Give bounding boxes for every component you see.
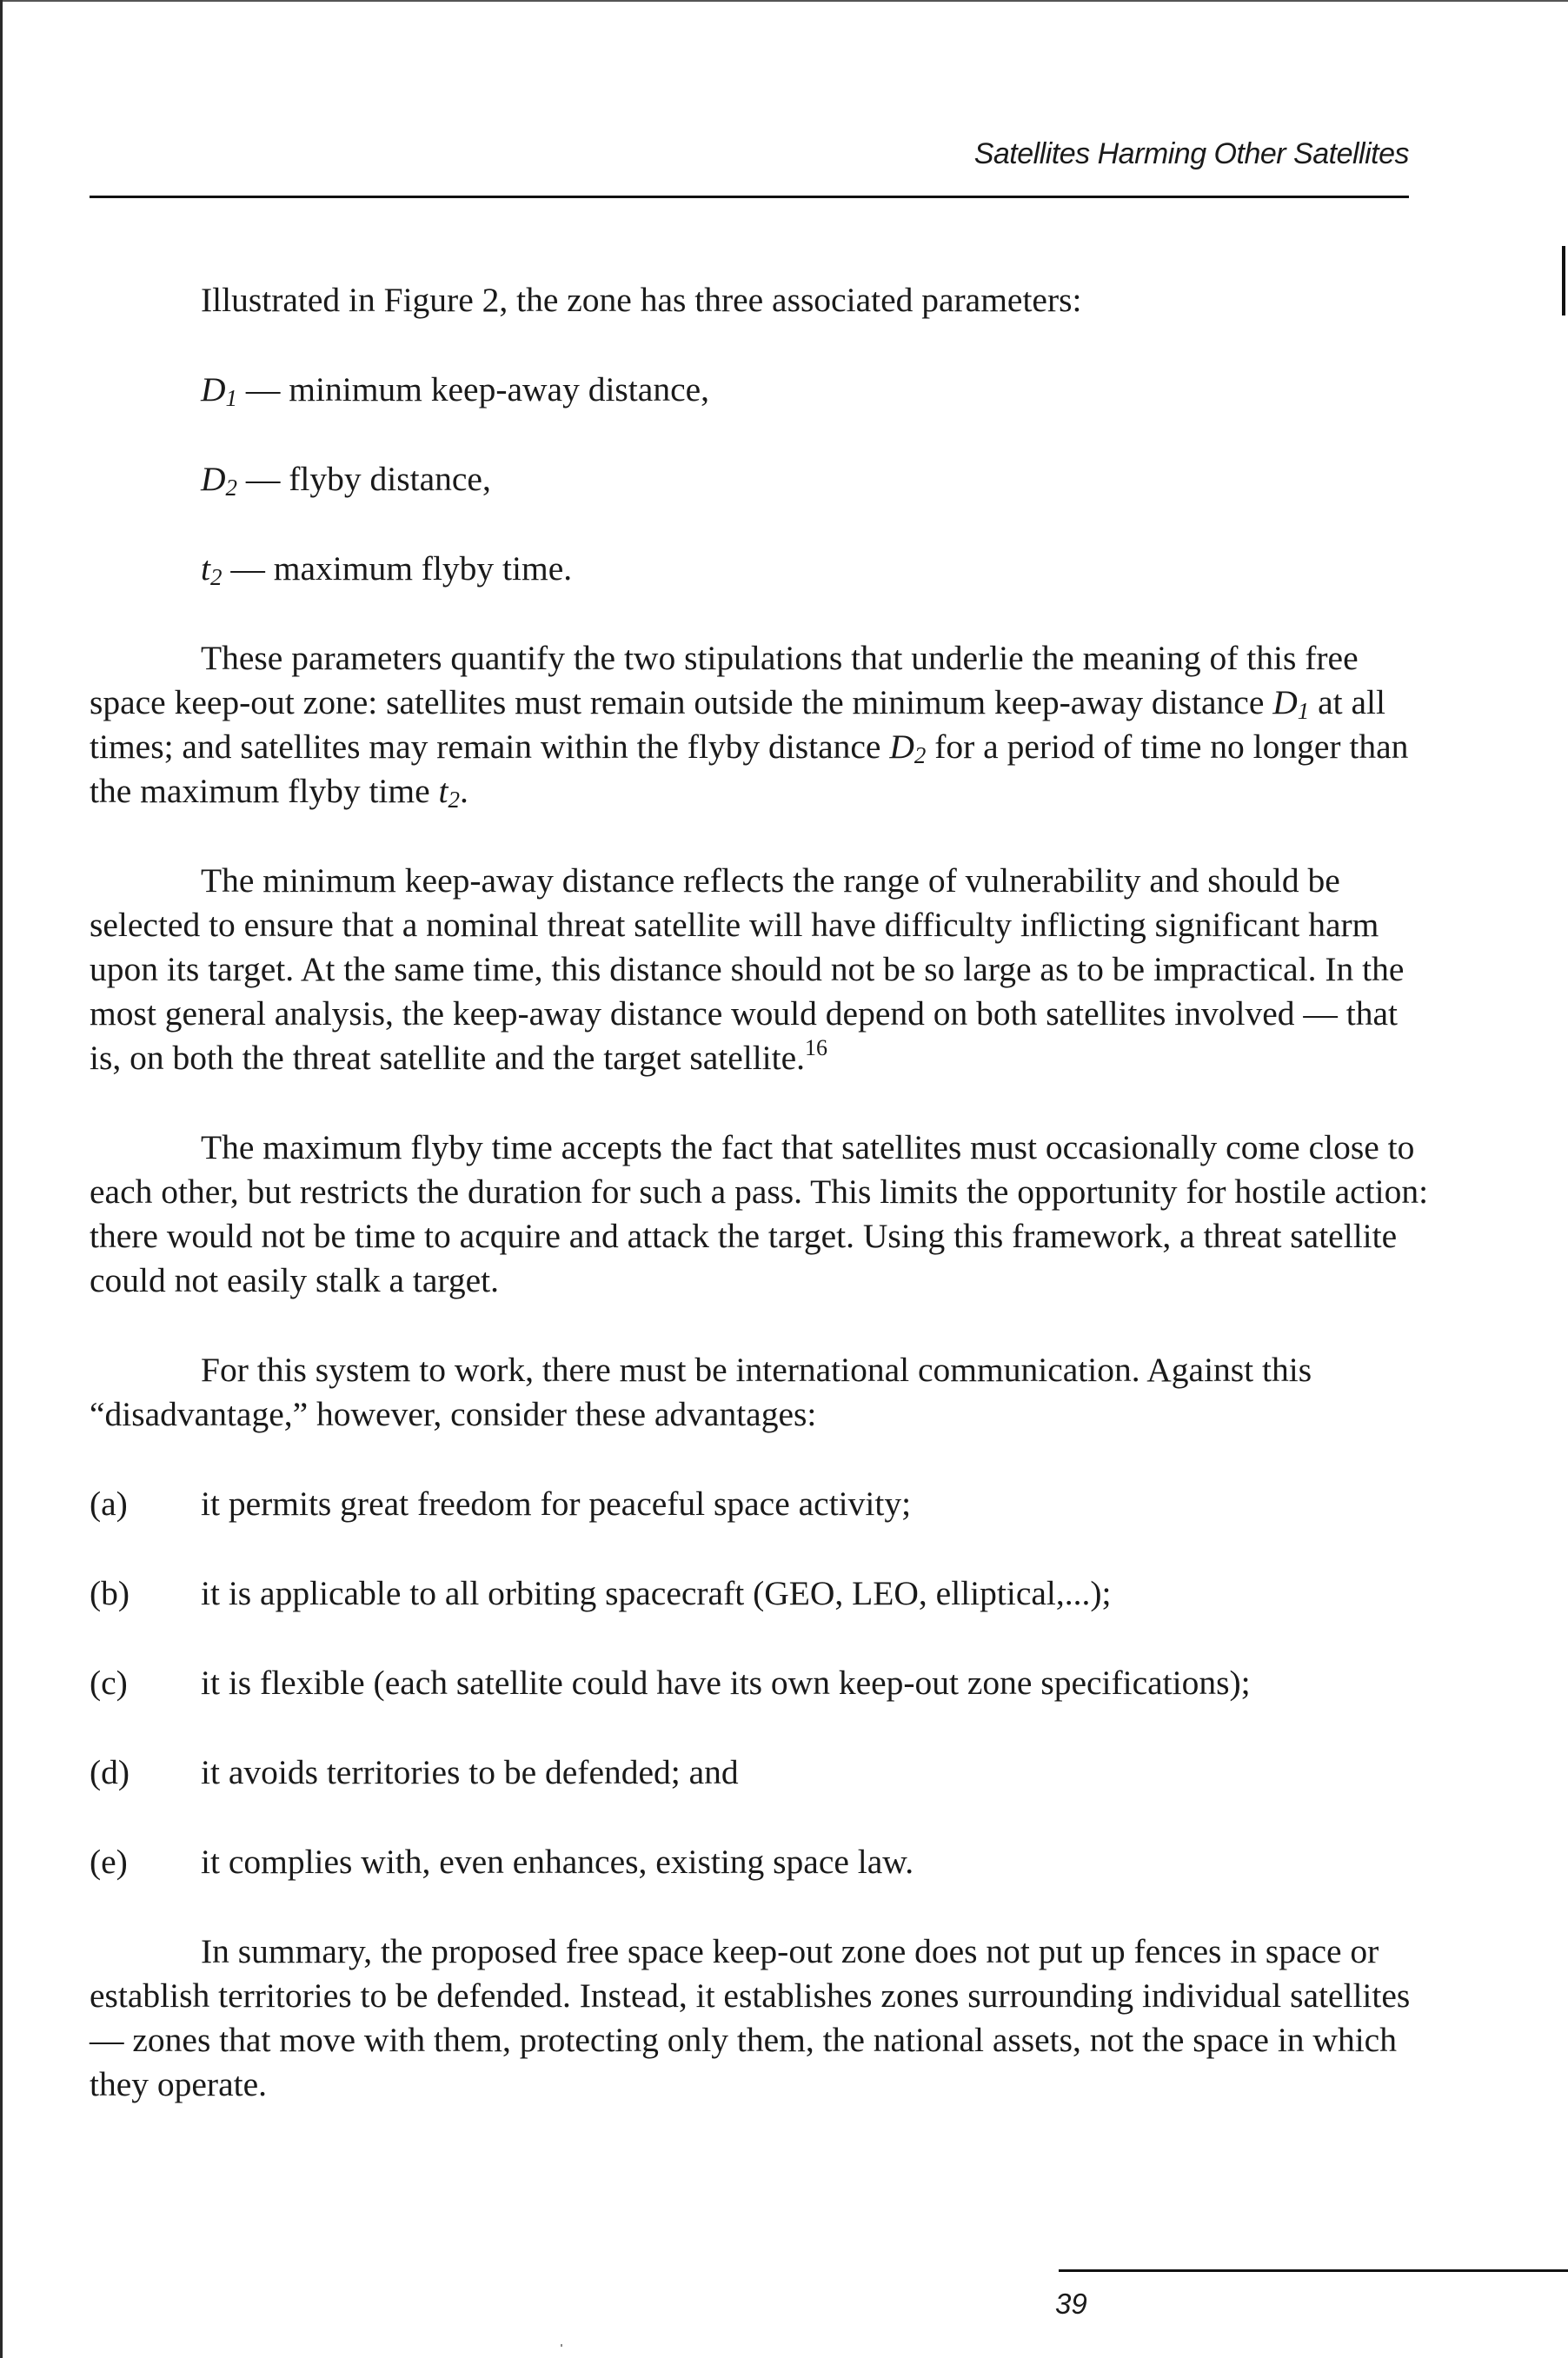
parameter-description: — flyby distance, — [237, 460, 491, 498]
list-label: (c) — [90, 1664, 128, 1702]
list-label: (b) — [90, 1574, 130, 1612]
parameter-d1 — [90, 368, 1437, 412]
intro-paragraph: Illustrated in Figure 2, the zone has three associated parameters: — [201, 281, 1082, 319]
footnote-ref: 16 — [805, 1035, 828, 1060]
list-text: it complies with, even enhances, existing space law. — [201, 1843, 914, 1881]
keep-away-paragraph: The minimum keep-away distance reflects the range of vulnerability and should be selected to ensure that a nominal threat satellite will have difficulty inflicting significant harm upon its target. At the same time, this distance should not be so large as to be impractical. In the most general analysis, the keep-away distance would depend on both satellites involved — that is, on both the threat satellite and the target satellite.$^{16}$ — [90, 861, 1405, 1077]
running-head: Satellites Harming Other Satellites — [973, 137, 1409, 170]
scan-left-edge — [0, 0, 3, 2358]
advantage-item-e — [90, 1840, 1437, 1884]
page-number: 39 — [1055, 2288, 1087, 2320]
list-text: it permits great freedom for peaceful space activity; — [201, 1485, 912, 1523]
summary-paragraph: In summary, the proposed free space keep-out zone does not put up fences in space or establish territories to be defended. Instead, it establishes zones surrounding individual satellites — zones that move with them, protecting only them, the national assets, not the space in which they operate. — [90, 1932, 1411, 2103]
parameter-symbol: $D_2$ — [201, 460, 238, 501]
page-header — [90, 130, 1409, 198]
parameter-description: — maximum flyby time. — [222, 549, 573, 588]
page-body — [90, 278, 1437, 2152]
advantage-item-b — [90, 1571, 1437, 1616]
list-text: it avoids territories to be defended; and — [201, 1753, 739, 1791]
stipulations-paragraph: These parameters quantify the two stipulations that underlie the meaning of this free space keep-out zone: satellites must remain outside the minimum keep-away distance $D_1$ at all times; and satellites may remain within the flyby distance $D_2$ for a period of time no longer than the maximum flyby time $t_2$. — [90, 639, 1409, 813]
parameter-symbol: $D_1$ — [201, 370, 238, 411]
parameter-d2 — [90, 457, 1437, 501]
list-label: (a) — [90, 1485, 128, 1523]
advantage-item-a — [90, 1482, 1437, 1526]
footer-rule — [1059, 2269, 1568, 2272]
scan-speck — [561, 2344, 562, 2347]
parameter-description: — minimum keep-away distance, — [237, 370, 710, 408]
advantage-item-c — [90, 1661, 1437, 1705]
system-paragraph: For this system to work, there must be international communication. Against this “disadvantage,” however, consider these advantages: — [90, 1351, 1312, 1433]
list-label: (d) — [90, 1753, 130, 1791]
list-text: it is flexible (each satellite could have its own keep-out zone specifications); — [201, 1664, 1251, 1702]
advantage-item-d — [90, 1750, 1437, 1795]
margin-change-bar — [1562, 246, 1565, 316]
flyby-paragraph: The maximum flyby time accepts the fact that satellites must occasionally come close to each other, but restricts the duration for such a pass. This limits the opportunity for hostile action: there would not be time to acquire and attack the target. Using this framework, a threat satellite could not easily stalk a target. — [90, 1128, 1429, 1299]
parameter-symbol: $t_2$ — [201, 549, 223, 590]
scan-top-edge — [0, 0, 1568, 2]
list-label: (e) — [90, 1843, 128, 1881]
parameter-t2 — [90, 547, 1437, 591]
list-text: it is applicable to all orbiting spacecraft (GEO, LEO, elliptical,...); — [201, 1574, 1112, 1612]
